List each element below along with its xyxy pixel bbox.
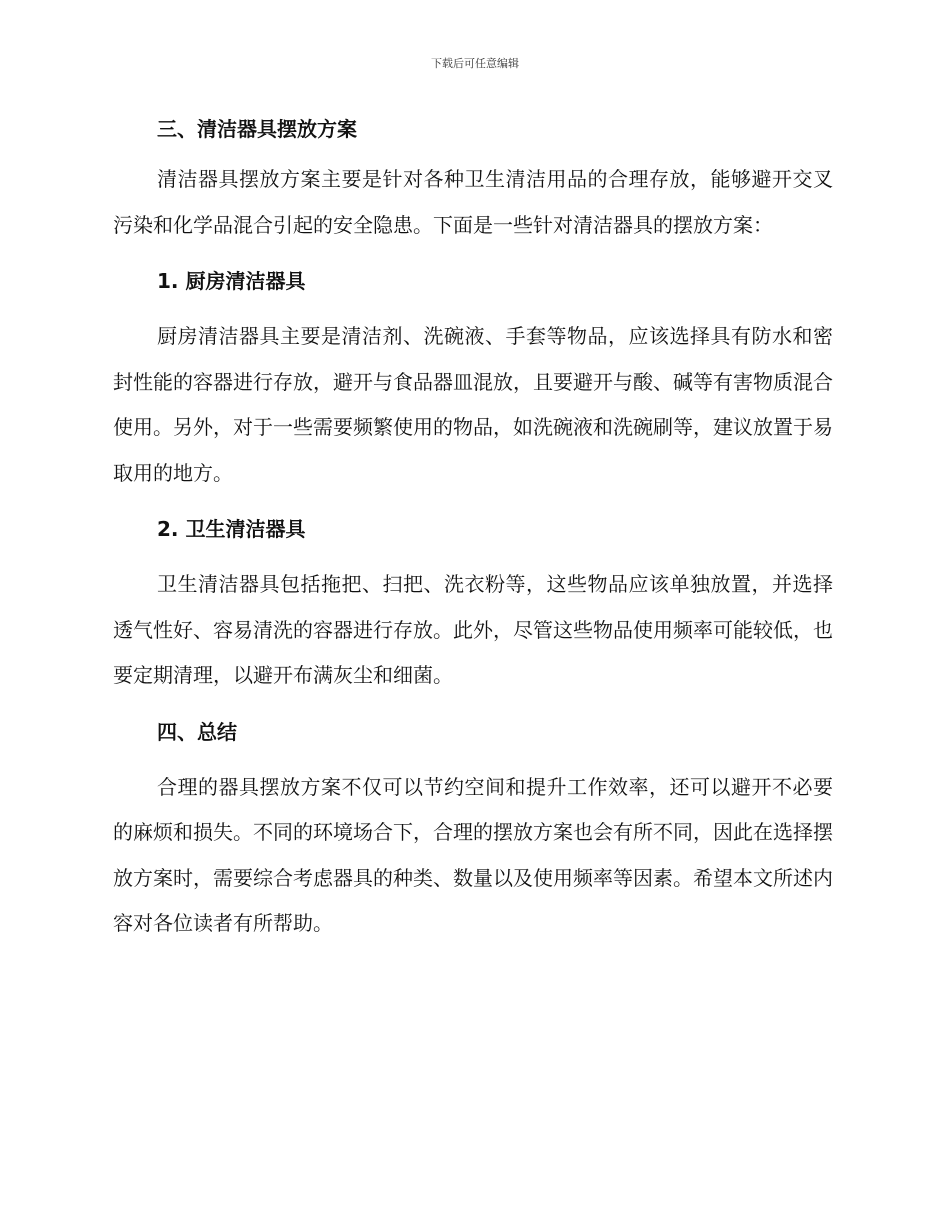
page-header: 下载后可任意编辑 <box>431 57 519 70</box>
section-heading-cleaning-tools-placement: 三、清洁器具摆放方案 <box>157 117 357 141</box>
section-heading-summary: 四、总结 <box>157 719 237 744</box>
document-body <box>113 114 833 947</box>
section-heading-sanitary-tools: 2. 卫生清洁器具 <box>157 517 306 541</box>
section-paragraph-sanitary-tools: 卫生清洁器具包括拖把、扫把、洗衣粉等，这些物品应该单独放置，并选择透气性好、容易清洗的容器进行存放。此外，尽管这些物品使用频率可能较低，也要定期清理，以避开布满灰尘和细菌。 <box>113 572 833 687</box>
section-paragraph-summary: 合理的器具摆放方案不仅可以节约空间和提升工作效率，还可以避开不必要的麻烦和损失。不同的环境场合下，合理的摆放方案也会有所不同，因此在选择摆放方案时，需要综合考虑器具的种类、数量以及使用频率等因素。希望本文所述内容对各位读者有所帮助。 <box>113 774 833 935</box>
section-paragraph-kitchen-tools: 厨房清洁器具主要是清洁剂、洗碗液、手套等物品，应该选择具有防水和密封性能的容器进行存放，避开与食品器皿混放，且要避开与酸、碱等有害物质混合使用。另外，对于一些需要频繁使用的物品，如洗碗液和洗碗刷等，建议放置于易取用的地方。 <box>113 324 833 485</box>
section-paragraph-intro: 清洁器具摆放方案主要是针对各种卫生清洁用品的合理存放，能够避开交叉污染和化学品混合引起的安全隐患。下面是一些针对清洁器具的摆放方案： <box>113 167 833 237</box>
section-heading-kitchen-tools: 1. 厨房清洁器具 <box>157 269 306 293</box>
